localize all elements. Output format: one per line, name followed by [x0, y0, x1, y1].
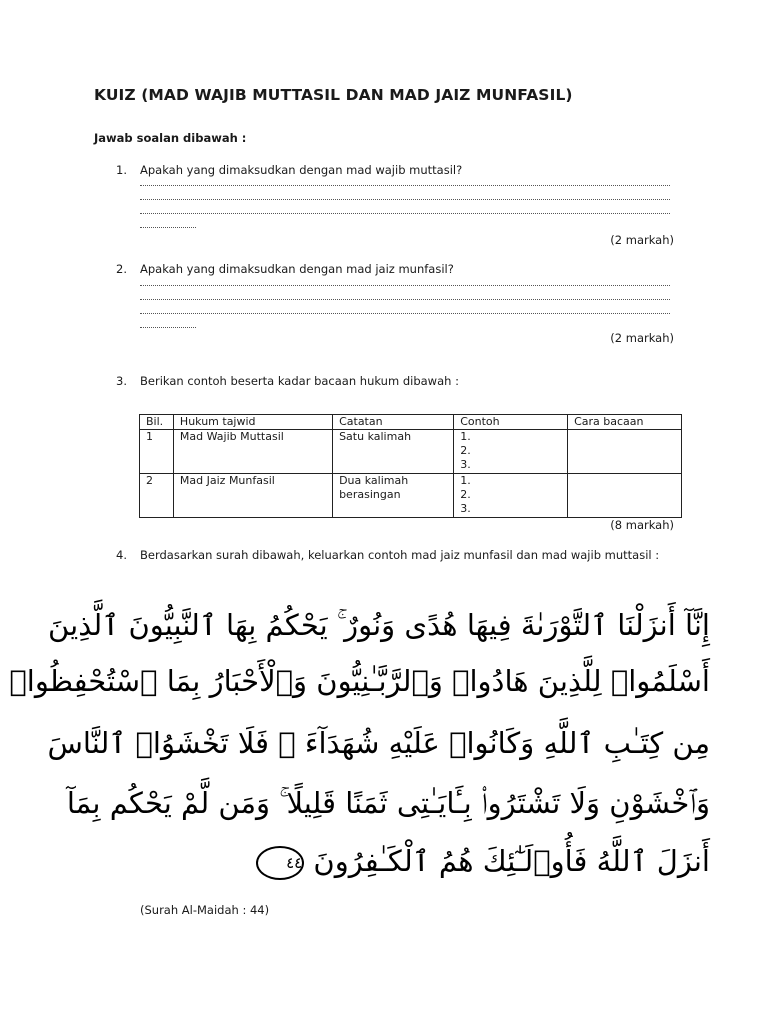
contoh-item: 3. — [460, 502, 471, 515]
verse-source: (Surah Al-Maidah : 44) — [140, 903, 270, 917]
cell-bil: 2 — [140, 474, 174, 518]
contoh-item: 2. — [460, 488, 471, 501]
column-header-catatan: Catatan — [333, 415, 454, 430]
verse-line-5 — [250, 844, 710, 880]
verse-line-2: أَسْلَمُوا۟ لِلَّذِينَ هَادُوا۟ وَٱلرَّبَّـٰنِيُّونَ وَٱلْأَحْبَارُ بِمَا ٱسْتُحْفِظُوا۟ — [9, 664, 710, 698]
question-2-marks: (2 markah) — [610, 331, 674, 345]
page-title: KUIZ (MAD WAJIB MUTTASIL DAN MAD JAIZ MUNFASIL) — [94, 86, 573, 104]
question-3-number: 3. — [116, 374, 127, 388]
contoh-item: 2. — [460, 444, 471, 457]
verse-line-5-text: أَنزَلَ ٱللَّهُ فَأُو۟لَـٰٓئِكَ هُمُ ٱلْكَـٰفِرُونَ — [313, 844, 710, 878]
contoh-item: 3. — [460, 458, 471, 471]
question-4-text: Berdasarkan surah dibawah, keluarkan contoh mad jaiz munfasil dan mad wajib muttasil : — [140, 548, 660, 562]
answer-line — [140, 299, 670, 300]
answer-line — [140, 185, 670, 186]
answer-line — [140, 213, 670, 214]
cell-hukum: Mad Wajib Muttasil — [173, 430, 332, 474]
answer-line — [140, 285, 670, 286]
question-2-number: 2. — [116, 262, 127, 276]
cell-catatan: Dua kalimah berasingan — [333, 474, 454, 518]
verse-line-4: وَٱخْشَوْنِ وَلَا تَشْتَرُوا۟ بِـَٔايَـٰتِى ثَمَنًا قَلِيلًا ۚ وَمَن لَّمْ يَحْكُم بِمَآ — [66, 786, 710, 820]
cell-hukum: Mad Jaiz Munfasil — [173, 474, 332, 518]
verse-line-3: مِن كِتَـٰبِ ٱللَّهِ وَكَانُوا۟ عَلَيْهِ شُهَدَآءَ ۚ فَلَا تَخْشَوُا۟ ٱلنَّاسَ — [47, 726, 710, 760]
table-row — [140, 430, 682, 474]
cell-bil: 1 — [140, 430, 174, 474]
table-header-row — [140, 415, 682, 430]
answer-line — [140, 327, 196, 328]
question-1-marks: (2 markah) — [610, 233, 674, 247]
contoh-item: 1. — [460, 430, 471, 443]
cell-contoh[interactable] — [454, 430, 568, 474]
table-row — [140, 474, 682, 518]
cell-cara-bacaan[interactable] — [568, 430, 682, 474]
column-header-hukum: Hukum tajwid — [173, 415, 332, 430]
verse-line-1: إِنَّآ أَنزَلْنَا ٱلتَّوْرَىٰةَ فِيهَا هُدًى وَنُورٌ ۚ يَحْكُمُ بِهَا ٱلنَّبِيُّونَ ٱلَّذِينَ — [48, 608, 710, 642]
instruction: Jawab soalan dibawah : — [94, 131, 247, 145]
answer-line — [140, 313, 670, 314]
contoh-item: 1. — [460, 474, 471, 487]
ayah-number-marker: ٤٤ — [256, 846, 304, 880]
question-4-number: 4. — [116, 548, 127, 562]
tajwid-table — [139, 414, 682, 518]
question-2-text: Apakah yang dimaksudkan dengan mad jaiz munfasil? — [140, 262, 454, 276]
column-header-contoh: Contoh — [454, 415, 568, 430]
column-header-cara: Cara bacaan — [568, 415, 682, 430]
cell-catatan: Satu kalimah — [333, 430, 454, 474]
question-3-marks: (8 markah) — [610, 518, 674, 532]
cell-contoh[interactable] — [454, 474, 568, 518]
column-header-bil: Bil. — [140, 415, 174, 430]
question-3-text: Berikan contoh beserta kadar bacaan hukum dibawah : — [140, 374, 459, 388]
answer-line — [140, 227, 196, 228]
cell-cara-bacaan[interactable] — [568, 474, 682, 518]
question-1-number: 1. — [116, 163, 127, 177]
answer-line — [140, 199, 670, 200]
question-1-text: Apakah yang dimaksudkan dengan mad wajib muttasil? — [140, 163, 463, 177]
